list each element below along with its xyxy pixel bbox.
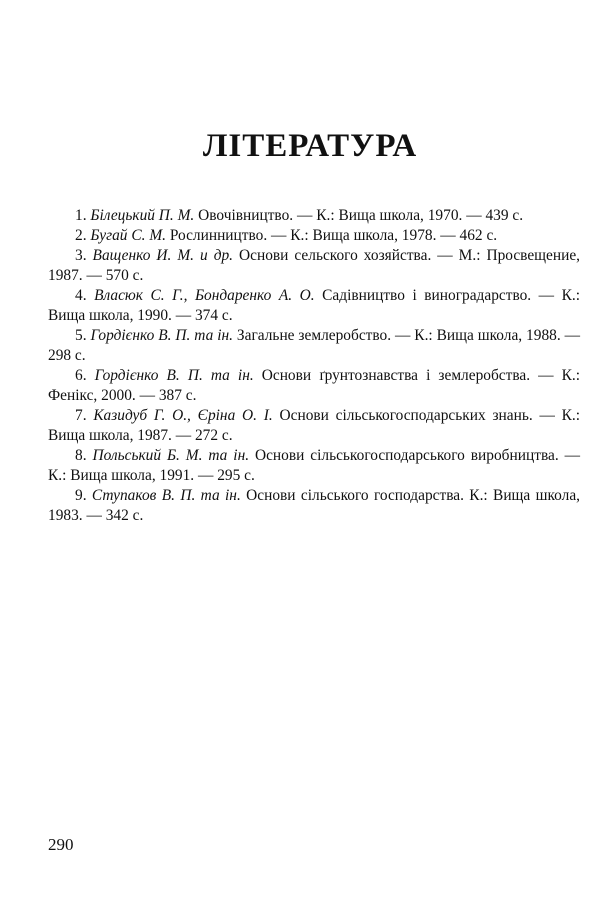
reference-item (48, 226, 580, 246)
reference-item (48, 326, 580, 366)
page-number: 290 (48, 835, 74, 854)
reference-author: Бугай С. М. (90, 227, 166, 244)
reference-item (48, 246, 580, 286)
reference-item (48, 206, 580, 226)
reference-text: Основи сільського господарства. К.: Вища школа, 1983. — 342 с. (48, 487, 581, 524)
reference-number: 7. (75, 407, 94, 424)
reference-text: Загальне землеробство. — К.: Вища школа, 1988. — 298 с. (48, 327, 580, 364)
reference-author: Власюк С. Г., Бондаренко А. О. (94, 287, 315, 304)
reference-author: Ващенко И. М. и др. (92, 247, 234, 264)
reference-item (48, 486, 580, 526)
reference-number: 6. (75, 367, 95, 384)
reference-text: Основи сельского хозяйства. — М.: Просвещение, 1987. — 570 с. (48, 247, 581, 284)
reference-author: Білецький П. М. (90, 207, 195, 224)
reference-number: 8. (75, 447, 93, 464)
reference-number: 5. (75, 327, 91, 344)
reference-author: Казидуб Г. О., Єріна О. І. (93, 407, 273, 424)
reference-author: Гордієнко В. П. та ін. (94, 367, 254, 384)
reference-item (48, 366, 580, 406)
reference-text: Основи сільськогосподарських знань. — К.: Вища школа, 1987. — 272 с. (48, 407, 581, 444)
reference-text: Основи сільськогосподарського виробництва. — К.: Вища школа, 1991. — 295 с. (48, 447, 581, 484)
reference-text: Овочівництво. — К.: Вища школа, 1970. — 439 с. (194, 207, 524, 224)
reference-number: 3. (75, 247, 93, 264)
reference-text: Садівництво і виноградарство. — К.: Вища школа, 1990. — 374 с. (48, 287, 580, 324)
reference-number: 1. (75, 207, 91, 224)
reference-number: 4. (75, 287, 95, 304)
reference-item (48, 446, 580, 486)
reference-list (48, 206, 580, 526)
reference-author: Ступаков В. П. та ін. (91, 487, 241, 504)
reference-text: Основи ґрунтознавства і землеробства. — К.: Фенікс, 2000. — 387 с. (48, 367, 580, 404)
page-title: ЛІТЕРАТУРА (202, 128, 418, 164)
reference-text: Рослинництво. — К.: Вища школа, 1978. — 462 с. (165, 227, 498, 244)
reference-number: 9. (75, 487, 92, 504)
reference-number: 2. (75, 227, 91, 244)
reference-author: Польський Б. М. та ін. (92, 447, 250, 464)
reference-item (48, 286, 580, 326)
reference-item (48, 406, 580, 446)
reference-author: Гордієнко В. П. та ін. (90, 327, 233, 344)
